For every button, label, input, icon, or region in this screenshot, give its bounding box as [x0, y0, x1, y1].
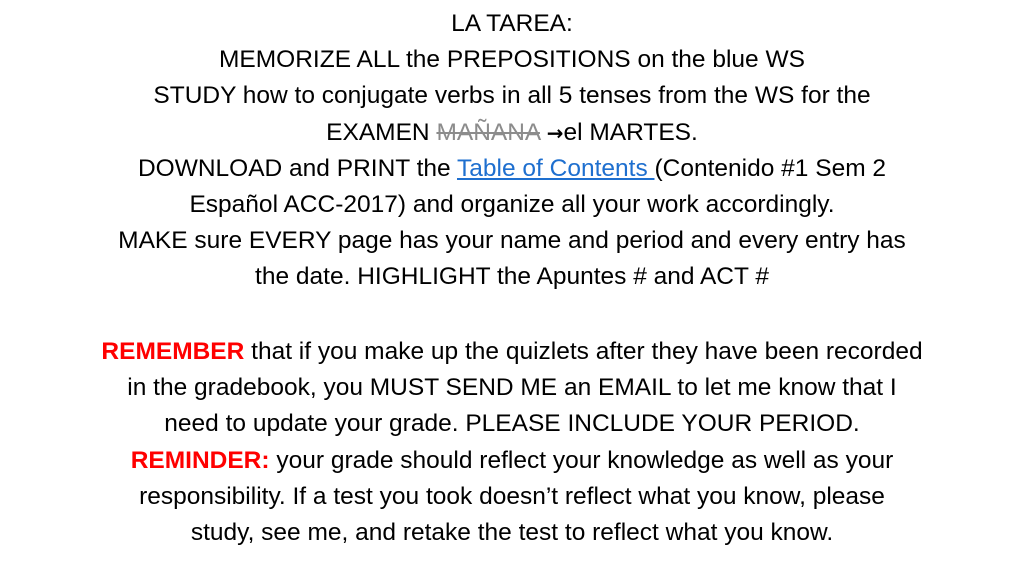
- slide-title: LA TAREA:: [451, 10, 573, 37]
- responsibility-line: responsibility. If a test you took doesn’t reflect what you know, please: [139, 482, 885, 510]
- download-suffix: (Contenido #1 Sem 2: [654, 154, 887, 182]
- organize-work-line: Español ACC-2017) and organize all your work accordingly.: [189, 191, 835, 219]
- remember-label: REMEMBER: [101, 338, 245, 365]
- reminder-text: your grade should reflect your knowledge as well as your: [269, 446, 894, 474]
- download-print-line: [4, 151, 1020, 187]
- name-period-line: MAKE sure EVERY page has your name and period and every entry has: [118, 227, 906, 255]
- memorize-prepositions-line: MEMORIZE ALL the PREPOSITIONS on the blue WS: [219, 46, 805, 74]
- reminder-line: [4, 443, 1020, 479]
- highlight-line: the date. HIGHLIGHT the Apuntes # and ACT #: [255, 263, 769, 291]
- remember-text: that if you make up the quizlets after they have been recorded: [244, 338, 923, 365]
- struck-out-manana: MAÑANA: [436, 118, 540, 146]
- reminders-block: [4, 334, 1020, 551]
- download-prefix: DOWNLOAD and PRINT the: [137, 154, 458, 182]
- table-of-contents-link[interactable]: Table of Contents: [457, 154, 655, 182]
- exam-new-date: el MARTES.: [563, 118, 698, 146]
- include-period-line: need to update your grade. PLEASE INCLUDE YOUR PERIOD.: [164, 410, 860, 438]
- exam-prefix: EXAMEN: [326, 118, 437, 146]
- right-arrow-icon: →: [546, 120, 564, 145]
- study-conjugation-line: STUDY how to conjugate verbs in all 5 tenses from the WS for the: [153, 82, 871, 110]
- remember-line: [4, 334, 1020, 370]
- exam-date-line: [4, 115, 1020, 151]
- homework-block: [4, 6, 1020, 296]
- retake-test-line: study, see me, and retake the test to reflect what you know.: [190, 519, 834, 547]
- gradebook-email-line: in the gradebook, you MUST SEND ME an EMAIL to let me know that I: [127, 374, 897, 402]
- reminder-label: REMINDER:: [130, 446, 270, 474]
